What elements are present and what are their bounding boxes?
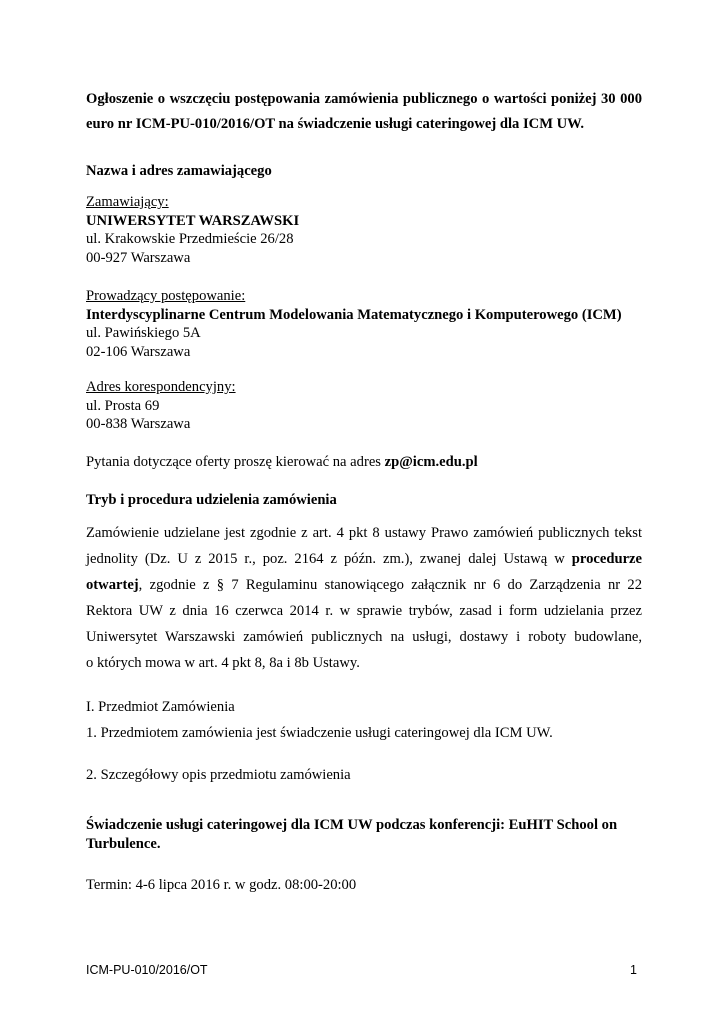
zamawiajacy-label: Zamawiający: <box>86 194 169 210</box>
prowadzacy-street: ul. Pawińskiego 5A <box>86 325 201 341</box>
procedure-line-3-text: , zgodnie z § 7 Regulaminu stanowiącego załącznik nr 6 do Zarządzenia nr 22 <box>138 577 642 593</box>
questions-line <box>86 453 642 472</box>
service-description <box>86 816 642 853</box>
procedure-line-4: Rektora UW z dnia 16 czerwca 2014 r. w sprawie trybów, zasad i form udzielania przez <box>86 603 642 619</box>
procedure-line-5: Uniwersytet Warszawski zamówień publicznych na usługi, dostawy i roboty budowlane, <box>86 629 642 645</box>
procedure-paragraph <box>86 520 642 676</box>
korespondencja-block <box>86 378 642 434</box>
subject-item-2: 2. Szczegółowy opis przedmiotu zamówienia <box>86 767 351 783</box>
procedure-line-1: Zamówienie udzielane jest zgodnie z art. 4 pkt 8 ustawy Prawo zamówień publicznych tekst <box>86 525 642 541</box>
zamawiajacy-city: 00-927 Warszawa <box>86 249 191 266</box>
zamawiajacy-name: UNIWERSYTET WARSZAWSKI <box>86 212 300 229</box>
service-description-line-1: Świadczenie usługi cateringowej dla ICM UW podczas konferencji: EuHIT School on <box>86 817 618 833</box>
prowadzacy-label: Prowadzący postępowanie: <box>86 288 246 304</box>
title-line-1: Ogłoszenie o wszczęciu postępowania zamówienia publicznego o wartości poniżej 30 000 <box>86 91 642 107</box>
section-heading-contracting-party: Nazwa i adres zamawiającego <box>86 163 272 179</box>
title-line-2: euro nr ICM-PU-010/2016/OT na świadczenie usługi cateringowej dla ICM UW. <box>86 116 585 132</box>
procedure-line-2-text: jednolity (Dz. U z 2015 r., poz. 2164 z późn. zm.), zwanej dalej Ustawą w <box>86 551 572 567</box>
questions-email-link[interactable]: zp@icm.edu.pl <box>384 454 478 470</box>
questions-text: Pytania dotyczące oferty proszę kierować na adres <box>86 454 385 470</box>
service-description-line-2: Turbulence. <box>86 835 161 852</box>
document-title <box>86 87 642 137</box>
korespondencja-label: Adres korespondencyjny: <box>86 379 236 395</box>
procedure-line-3 <box>86 572 642 598</box>
zamawiajacy-street: ul. Krakowskie Przedmieście 26/28 <box>86 231 294 247</box>
footer-page-number: 1 <box>630 963 637 977</box>
subject-item-1: 1. Przedmiotem zamówienia jest świadczenie usługi cateringowej dla ICM UW. <box>86 725 553 741</box>
prowadzacy-city: 02-106 Warszawa <box>86 343 191 360</box>
footer-document-id: ICM-PU-010/2016/OT <box>86 963 208 977</box>
procedure-line-3-bold: otwartej <box>86 577 139 593</box>
section-heading-subject: I. Przedmiot Zamówienia <box>86 699 235 715</box>
prowadzacy-block <box>86 287 642 361</box>
procedure-line-2 <box>86 546 642 572</box>
procedure-line-6: o których mowa w art. 4 pkt 8, 8a i 8b Ustawy. <box>86 655 360 671</box>
korespondencja-street: ul. Prosta 69 <box>86 397 160 414</box>
zamawiajacy-block <box>86 193 642 267</box>
service-date: Termin: 4-6 lipca 2016 r. w godz. 08:00-20:00 <box>86 877 357 893</box>
korespondencja-city: 00-838 Warszawa <box>86 416 191 432</box>
section-heading-procedure: Tryb i procedura udzielenia zamówienia <box>86 492 337 508</box>
procedure-line-2-bold: procedurze <box>571 551 642 567</box>
prowadzacy-name: Interdyscyplinarne Centrum Modelowania Matematycznego i Komputerowego (ICM) <box>86 306 622 323</box>
